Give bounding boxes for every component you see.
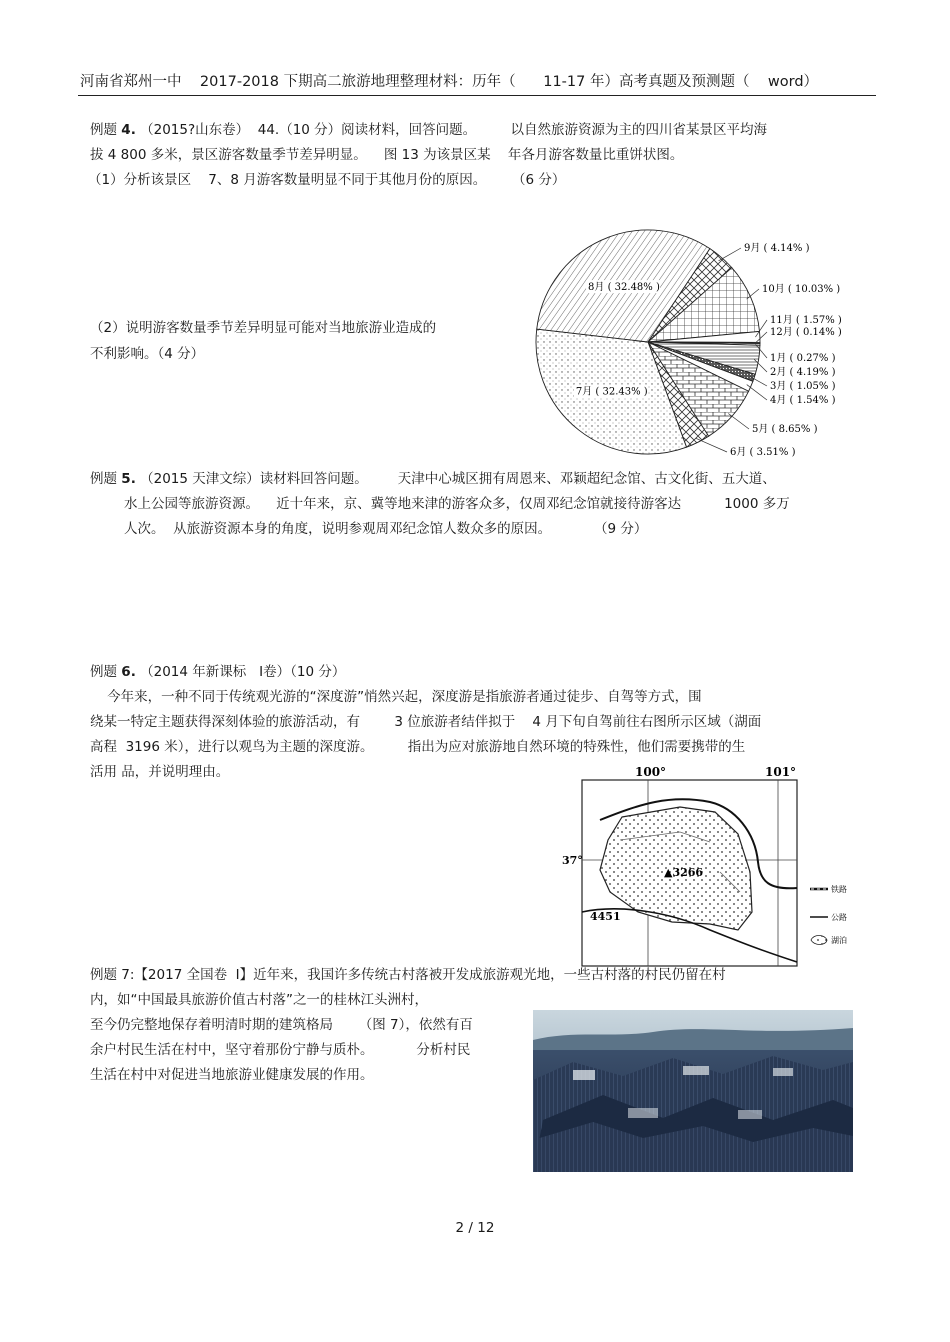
pie-label: 12月 ( 0.14% ) (770, 327, 842, 338)
qinghai-lake-map (560, 762, 870, 967)
q7-line1-text: 7:【2017 全国卷 Ⅰ】近年来，我国许多传统古村落被开发成旅游观光地，一些古村落的村民仍留在村 (117, 967, 726, 983)
q4-label: 例题 (90, 122, 117, 138)
q4-part2-line2: 不利影响。（4 分） (90, 346, 205, 362)
pie-leader (728, 413, 749, 429)
q6-line1 (90, 663, 345, 681)
q5-line2: 水上公园等旅游资源。 近十年来，京、冀等地来津的游客众多，仅周邓纪念馆就接待游客达 1000 多万 (124, 496, 790, 512)
header-divider (78, 95, 876, 96)
q7-label: 例题 (90, 967, 117, 983)
page-number: 2 / 12 (455, 1220, 495, 1236)
pie-leader (719, 248, 741, 261)
pie-label: 8月 ( 32.48% ) (588, 282, 660, 294)
pie-label: 4月 ( 1.54% ) (770, 395, 836, 406)
legend-highway: 公路 (831, 913, 847, 922)
q7-line5: 生活在村中对促进当地旅游业健康发展的作用。 (90, 1067, 374, 1083)
lon-label-101: 101° (765, 765, 797, 779)
pie-leader (747, 385, 767, 400)
pie-label: 9月 ( 4.14% ) (744, 243, 810, 254)
q4-line1-text: （2015?山东卷） 44.（10 分）阅读材料，回答问题。 以自然旅游资源为主的四川省某景区平均海 (140, 122, 767, 138)
q6-line4: 高程 3196 米），进行以观鸟为主题的深度游。 指出为应对旅游地自然环境的特殊性，他们需要携带的生 (90, 739, 746, 755)
q6-line1-text: （2014 年新课标 Ⅰ卷）（10 分） (140, 664, 346, 680)
q5-line1-text: （2015 天津文综）读材料回答问题。 天津中心城区拥有周恩来、邓颖超纪念馆、古文化街、五大道、 (140, 471, 776, 487)
pie-label: 3月 ( 1.05% ) (770, 381, 836, 392)
q6-line5: 活用 品，并说明理由。 (90, 764, 230, 780)
peak-4451: 4451 (590, 910, 621, 923)
q6-line2: 今年来，一种不同于传统观光游的“深度游”悄然兴起，深度游是指旅游者通过徒步、自驾等方式，围 (90, 689, 702, 705)
pie-label: 10月 ( 10.03% ) (762, 284, 841, 295)
pie-label: 6月 ( 3.51% ) (730, 447, 796, 458)
q4-number: 4. (121, 122, 136, 138)
pie-label: 2月 ( 4.19% ) (770, 367, 836, 378)
pie-label: 11月 ( 1.57% ) (770, 315, 842, 326)
lat-label-37: 37° (562, 854, 583, 867)
q6-number: 6. (121, 664, 136, 680)
lon-label-100: 100° (635, 765, 667, 779)
q5-line3: 人次。 从旅游资源本身的角度，说明参观周邓纪念馆人数众多的原因。 （9 分） (124, 521, 648, 537)
pie-label: 7月 ( 32.43% ) (575, 386, 648, 398)
peak-3266: ▲3266 (664, 866, 704, 879)
q4-part2-line1: （2）说明游客数量季节差异明显可能对当地旅游业造成的 (90, 320, 437, 336)
q4-line2: 拔 4 800 多米，景区游客数量季节差异明显。 图 13 为该景区某 年各月游客数量比重饼状图。 (90, 147, 684, 163)
q5-line1 (90, 470, 776, 488)
village-rooftops-photo (533, 1010, 853, 1172)
q5-label: 例题 (90, 471, 117, 487)
pie-label: 1月 ( 0.27% ) (770, 353, 836, 364)
pie-label: 5月 ( 8.65% ) (752, 424, 818, 435)
q4-line1 (90, 121, 767, 139)
q5-number: 5. (121, 471, 136, 487)
document-header: 河南省郑州一中 2017-2018 下期高二旅游地理整理材料：历年（ 11-17 年）高考真题及预测题（ word） (80, 74, 819, 90)
q6-line3: 绕某一特定主题获得深刻体验的旅游活动，有 3 位旅游者结伴拟于 4 月下旬自驾前往右图所示区域（湖面 (90, 714, 762, 730)
pie-leader (696, 438, 727, 452)
legend-lake: 湖泊 (831, 936, 847, 945)
pie-slices (536, 230, 760, 454)
q4-part1: （1）分析该景区 7、8 月游客数量明显不同于其他月份的原因。 （6 分） (88, 172, 566, 188)
q7-line2: 内，如“中国最具旅游价值古村落”之一的桂林江头洲村， (90, 992, 428, 1008)
map-legend (810, 884, 847, 945)
q7-line4: 余户村民生活在村中，坚守着那份宁静与质朴。 分析村民 (90, 1042, 471, 1058)
legend-railway: 铁路 (831, 885, 847, 894)
tourist-pie-chart (530, 220, 880, 460)
q6-label: 例题 (90, 664, 117, 680)
q7-line3: 至今仍完整地保存着明清时期的建筑格局 （图 7），依然有百 (90, 1017, 473, 1033)
q7-line1 (90, 966, 726, 984)
